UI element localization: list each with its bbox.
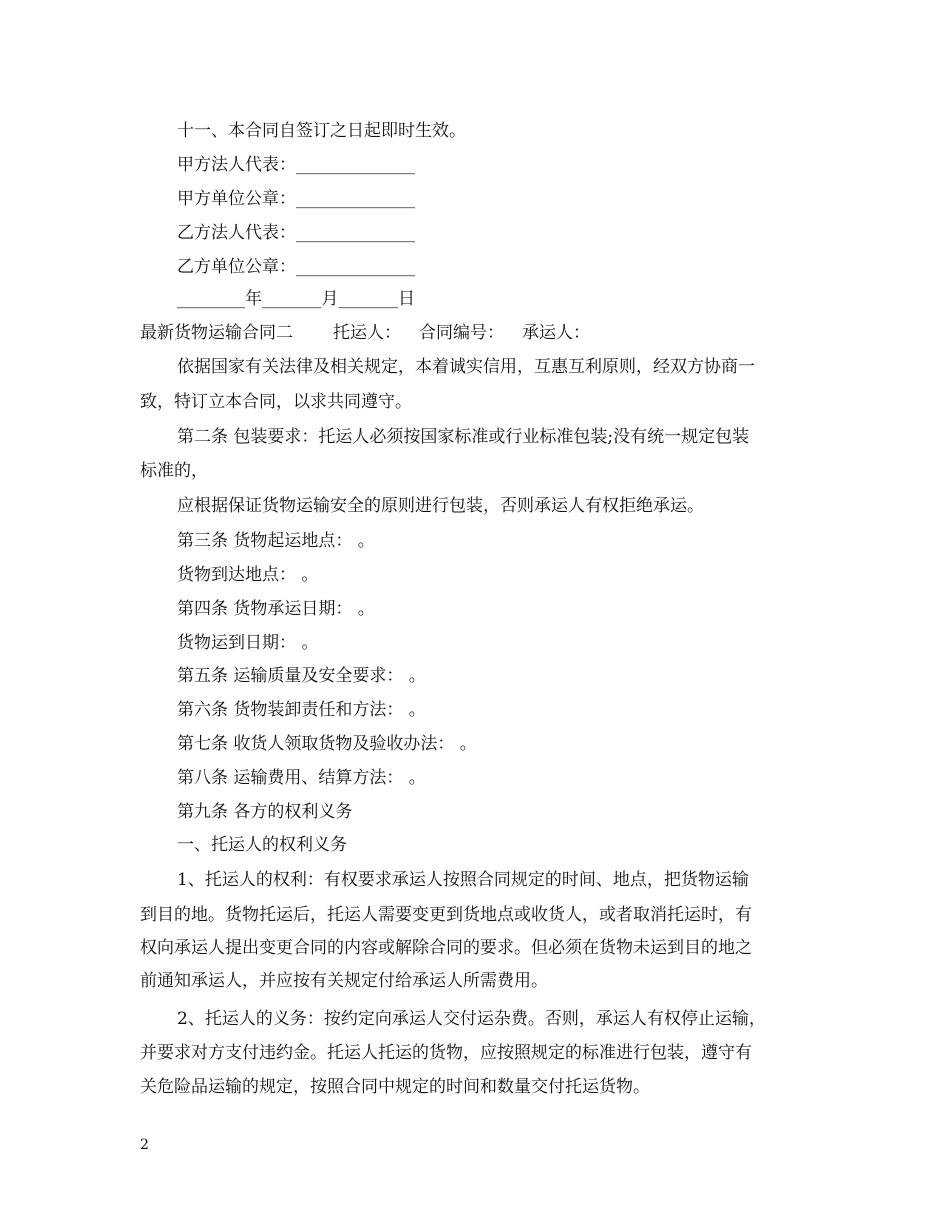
contract-header xyxy=(140,322,590,344)
article-three-origin: 第三条 货物起运地点： 。 xyxy=(177,531,375,551)
article-eight: 第八条 运输费用、结算方法： 。 xyxy=(177,768,426,788)
shipper-label: 托运人： xyxy=(333,323,401,343)
section-heading: 一、托运人的权利义务 xyxy=(177,835,347,855)
clause-eleven: 十一、本合同自签订之日起即时生效。 xyxy=(177,121,466,141)
shipper-rights-line: 权向承运人提出变更合同的内容或解除合同的要求。但必须在货物未运到目的地之 xyxy=(140,938,752,958)
article-seven: 第七条 收货人领取货物及验收办法： 。 xyxy=(177,734,477,754)
party-b-seal: 乙方单位公章：______________ xyxy=(177,257,415,277)
shipper-rights-line: 1、托运人的权利：有权要求承运人按照合同规定的时间、地点，把货物运输 xyxy=(177,870,749,890)
shipper-rights-line: 到目的地。货物托运后，托运人需要变更到货地点或收货人，或者取消托运时，有 xyxy=(140,905,752,925)
article-three-destination: 货物到达地点： 。 xyxy=(177,565,319,585)
party-b-representative: 乙方法人代表：______________ xyxy=(177,223,415,243)
article-two-line: 标准的， xyxy=(140,461,208,481)
carrier-label: 承运人： xyxy=(522,323,590,343)
contract-number-label: 合同编号： xyxy=(419,323,504,343)
article-nine: 第九条 各方的权利义务 xyxy=(177,802,353,822)
shipper-obligations-line: 关危险品运输的规定，按照合同中规定的时间和数量交付托运货物。 xyxy=(140,1077,650,1097)
party-a-seal: 甲方单位公章：______________ xyxy=(177,189,415,209)
party-a-representative: 甲方法人代表：______________ xyxy=(177,155,415,175)
contract-title: 最新货物运输合同二 xyxy=(140,323,293,343)
article-two-line: 应根据保证货物运输安全的原则进行包装，否则承运人有权拒绝承运。 xyxy=(177,496,704,516)
signing-date: ________年_______月_______日 xyxy=(177,289,415,309)
preamble-line: 致，特订立本合同，以求共同遵守。 xyxy=(140,392,412,412)
article-six: 第六条 货物装卸责任和方法： 。 xyxy=(177,700,426,720)
preamble-line: 依据国家有关法律及相关规定，本着诚实信用，互惠互利原则，经双方协商一 xyxy=(177,357,755,377)
article-four-shipping-date: 第四条 货物承运日期： 。 xyxy=(177,599,375,619)
article-four-arrival-date: 货物运到日期： 。 xyxy=(177,633,319,653)
shipper-rights-line: 前通知承运人，并应按有关规定付给承运人所需费用。 xyxy=(140,971,548,991)
shipper-obligations-line: 2、托运人的义务：按约定向承运人交付运杂费。否则，承运人有权停止运输， xyxy=(177,1009,766,1029)
article-two-line: 第二条 包装要求：托运人必须按国家标准或行业标准包装;没有统一规定包装 xyxy=(177,427,750,447)
shipper-obligations-line: 并要求对方支付违约金。托运人托运的货物，应按照规定的标准进行包装，遵守有 xyxy=(140,1043,752,1063)
article-five: 第五条 运输质量及安全要求： 。 xyxy=(177,666,426,686)
page-number: 2 xyxy=(140,1137,149,1153)
